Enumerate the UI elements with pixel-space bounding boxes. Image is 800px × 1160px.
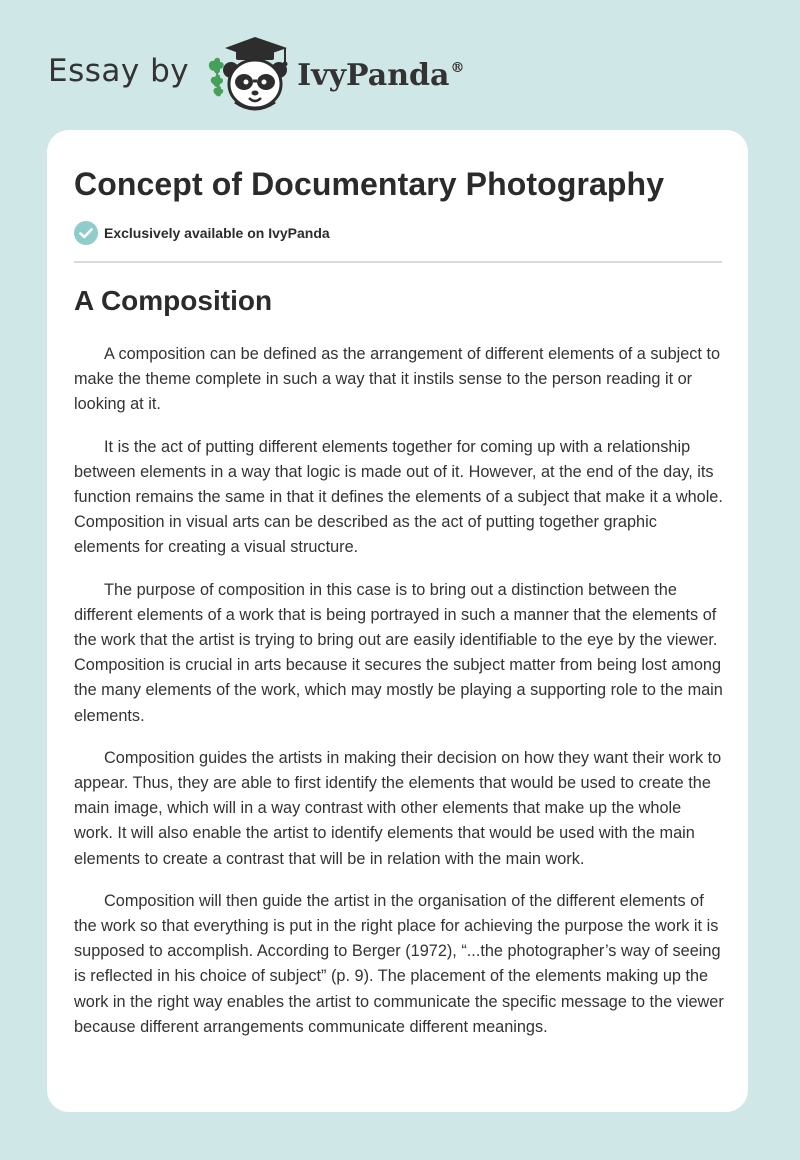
brand-name: IvyPanda® [297,57,465,93]
registered-mark: ® [450,59,465,76]
section-heading: A Composition [74,285,273,316]
paragraph: Composition will then guide the artist in the organisation of the different elements of the work so that everything is put in the right place for achieving the purpose the work it is supposed to accomplish. According to Berger (1972), “...the photographer’s way of seeing is reflected in his choice of subject” (p. 9). The placement of the elements making up the work in the right way enables the artist to communicate the specific message to the viewer because different arrangements communicate different meanings. [74,891,724,1036]
page-title: Concept of Documentary Photography [74,166,665,202]
essay-by-label: Essay by [48,53,190,89]
brand-header [48,34,464,114]
paragraph: A composition can be defined as the arrangement of different elements of a subject to make the theme complete in such a way that it instils sense to the person reading it or looking at it. [74,345,721,414]
divider [74,261,722,263]
panda-graduate-icon [205,34,295,114]
check-circle-icon [74,221,98,245]
article-body [74,342,724,1057]
paragraph: Composition guides the artists in making their decision on how they want their work to appear. Thus, they are able to first identify the elements that would be used to create the main image, which will in a way contrast with other elements that make up the whole work. It will also enable the artist to identify elements that would be used with the main elements to create a contrast that will be in relation with the main work. [74,748,722,868]
exclusive-badge-text: Exclusively available on IvyPanda [104,225,330,241]
paragraph: The purpose of composition in this case is to bring out a distinction between the different elements of a work that is being portrayed in such a manner that the elements of the work that the artist is trying to bring out are easily identifiable to the eye by the viewer. Composition is crucial in arts because it secures the subject matter from being lost among the many elements of the work, which may mostly be playing a supporting role to the main elements. [74,580,723,725]
essay-card [47,130,748,1112]
paragraph: It is the act of putting different elements together for coming up with a relationship between elements in a way that logic is made out of it. However, at the end of the day, its function remains the same in that it defines the elements of a subject that make it a whole. Composition in visual arts can be described as the act of putting together graphic elements for creating a visual structure. [74,437,723,557]
exclusive-badge [74,221,330,245]
